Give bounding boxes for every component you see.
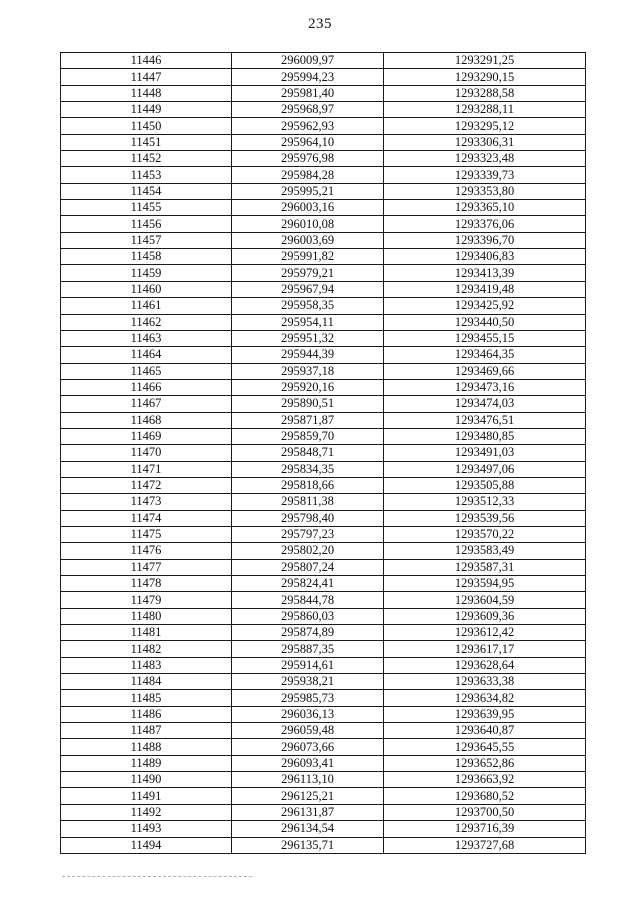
x-coordinate-cell: 296073,66 <box>232 739 384 755</box>
y-coordinate-cell: 1293339,73 <box>384 167 586 183</box>
y-coordinate-cell: 1293609,36 <box>384 608 586 624</box>
table-row <box>61 494 586 510</box>
y-coordinate-cell: 1293505,88 <box>384 477 586 493</box>
x-coordinate-cell: 295860,03 <box>232 608 384 624</box>
x-coordinate-cell: 295985,73 <box>232 690 384 706</box>
y-coordinate-cell: 1293594,95 <box>384 576 586 592</box>
x-coordinate-cell: 295994,23 <box>232 69 384 85</box>
x-coordinate-cell: 296003,69 <box>232 232 384 248</box>
point-number-cell: 11472 <box>61 477 232 493</box>
y-coordinate-cell: 1293512,33 <box>384 494 586 510</box>
x-coordinate-cell: 295962,93 <box>232 118 384 134</box>
table-row <box>61 723 586 739</box>
y-coordinate-cell: 1293700,50 <box>384 804 586 820</box>
point-number-cell: 11492 <box>61 804 232 820</box>
y-coordinate-cell: 1293306,31 <box>384 134 586 150</box>
point-number-cell: 11476 <box>61 543 232 559</box>
table-row <box>61 396 586 412</box>
x-coordinate-cell: 295848,71 <box>232 445 384 461</box>
table-row <box>61 102 586 118</box>
table-row <box>61 772 586 788</box>
table-row <box>61 314 586 330</box>
x-coordinate-cell: 295954,11 <box>232 314 384 330</box>
table-row <box>61 85 586 101</box>
point-number-cell: 11468 <box>61 412 232 428</box>
point-number-cell: 11463 <box>61 330 232 346</box>
table-row <box>61 412 586 428</box>
y-coordinate-cell: 1293628,64 <box>384 657 586 673</box>
point-number-cell: 11454 <box>61 183 232 199</box>
footer-rule <box>62 876 252 877</box>
y-coordinate-cell: 1293480,85 <box>384 428 586 444</box>
table-row <box>61 608 586 624</box>
table-row <box>61 526 586 542</box>
y-coordinate-cell: 1293474,03 <box>384 396 586 412</box>
x-coordinate-cell: 295920,16 <box>232 379 384 395</box>
x-coordinate-cell: 295811,38 <box>232 494 384 510</box>
y-coordinate-cell: 1293587,31 <box>384 559 586 575</box>
table-row <box>61 804 586 820</box>
point-number-cell: 11457 <box>61 232 232 248</box>
x-coordinate-cell: 295874,89 <box>232 625 384 641</box>
table-row <box>61 53 586 69</box>
x-coordinate-cell: 295944,39 <box>232 347 384 363</box>
point-number-cell: 11453 <box>61 167 232 183</box>
x-coordinate-cell: 295807,24 <box>232 559 384 575</box>
x-coordinate-cell: 296135,71 <box>232 837 384 853</box>
table-row <box>61 363 586 379</box>
point-number-cell: 11471 <box>61 461 232 477</box>
x-coordinate-cell: 296003,16 <box>232 200 384 216</box>
y-coordinate-cell: 1293396,70 <box>384 232 586 248</box>
table-row <box>61 690 586 706</box>
x-coordinate-cell: 295824,41 <box>232 576 384 592</box>
x-coordinate-cell: 295984,28 <box>232 167 384 183</box>
x-coordinate-cell: 295890,51 <box>232 396 384 412</box>
point-number-cell: 11461 <box>61 298 232 314</box>
point-number-cell: 11455 <box>61 200 232 216</box>
x-coordinate-cell: 296093,41 <box>232 755 384 771</box>
y-coordinate-cell: 1293365,10 <box>384 200 586 216</box>
table-row <box>61 821 586 837</box>
y-coordinate-cell: 1293464,35 <box>384 347 586 363</box>
table-row <box>61 576 586 592</box>
table-row <box>61 461 586 477</box>
x-coordinate-cell: 295951,32 <box>232 330 384 346</box>
y-coordinate-cell: 1293476,51 <box>384 412 586 428</box>
table-row <box>61 151 586 167</box>
y-coordinate-cell: 1293639,95 <box>384 706 586 722</box>
y-coordinate-cell: 1293583,49 <box>384 543 586 559</box>
table-row <box>61 706 586 722</box>
point-number-cell: 11460 <box>61 281 232 297</box>
point-number-cell: 11494 <box>61 837 232 853</box>
x-coordinate-cell: 295964,10 <box>232 134 384 150</box>
x-coordinate-cell: 295938,21 <box>232 674 384 690</box>
point-number-cell: 11464 <box>61 347 232 363</box>
table-row <box>61 69 586 85</box>
y-coordinate-cell: 1293491,03 <box>384 445 586 461</box>
point-number-cell: 11473 <box>61 494 232 510</box>
table-row <box>61 183 586 199</box>
x-coordinate-cell: 295887,35 <box>232 641 384 657</box>
table-row <box>61 428 586 444</box>
table-row <box>61 167 586 183</box>
x-coordinate-cell: 295914,61 <box>232 657 384 673</box>
x-coordinate-cell: 296134,54 <box>232 821 384 837</box>
x-coordinate-cell: 295991,82 <box>232 249 384 265</box>
point-number-cell: 11448 <box>61 85 232 101</box>
y-coordinate-cell: 1293455,15 <box>384 330 586 346</box>
y-coordinate-cell: 1293440,50 <box>384 314 586 330</box>
y-coordinate-cell: 1293617,17 <box>384 641 586 657</box>
point-number-cell: 11480 <box>61 608 232 624</box>
table-row <box>61 232 586 248</box>
table-row <box>61 592 586 608</box>
point-number-cell: 11482 <box>61 641 232 657</box>
x-coordinate-cell: 295981,40 <box>232 85 384 101</box>
table-row <box>61 510 586 526</box>
y-coordinate-cell: 1293413,39 <box>384 265 586 281</box>
y-coordinate-cell: 1293633,38 <box>384 674 586 690</box>
point-number-cell: 11489 <box>61 755 232 771</box>
table-row <box>61 641 586 657</box>
y-coordinate-cell: 1293652,86 <box>384 755 586 771</box>
y-coordinate-cell: 1293663,92 <box>384 772 586 788</box>
point-number-cell: 11478 <box>61 576 232 592</box>
y-coordinate-cell: 1293539,56 <box>384 510 586 526</box>
y-coordinate-cell: 1293406,83 <box>384 249 586 265</box>
table-row <box>61 559 586 575</box>
y-coordinate-cell: 1293425,92 <box>384 298 586 314</box>
point-number-cell: 11470 <box>61 445 232 461</box>
point-number-cell: 11446 <box>61 53 232 69</box>
point-number-cell: 11475 <box>61 526 232 542</box>
y-coordinate-cell: 1293570,22 <box>384 526 586 542</box>
table-row <box>61 674 586 690</box>
table-row <box>61 625 586 641</box>
y-coordinate-cell: 1293288,58 <box>384 85 586 101</box>
x-coordinate-cell: 296010,08 <box>232 216 384 232</box>
point-number-cell: 11486 <box>61 706 232 722</box>
coordinates-table <box>60 52 586 854</box>
x-coordinate-cell: 295834,35 <box>232 461 384 477</box>
point-number-cell: 11469 <box>61 428 232 444</box>
x-coordinate-cell: 295995,21 <box>232 183 384 199</box>
table-row <box>61 298 586 314</box>
y-coordinate-cell: 1293295,12 <box>384 118 586 134</box>
y-coordinate-cell: 1293680,52 <box>384 788 586 804</box>
table-row <box>61 657 586 673</box>
table-row <box>61 249 586 265</box>
table-row <box>61 445 586 461</box>
x-coordinate-cell: 295798,40 <box>232 510 384 526</box>
point-number-cell: 11479 <box>61 592 232 608</box>
point-number-cell: 11451 <box>61 134 232 150</box>
y-coordinate-cell: 1293640,87 <box>384 723 586 739</box>
table-row <box>61 330 586 346</box>
point-number-cell: 11491 <box>61 788 232 804</box>
y-coordinate-cell: 1293291,25 <box>384 53 586 69</box>
x-coordinate-cell: 295802,20 <box>232 543 384 559</box>
y-coordinate-cell: 1293473,16 <box>384 379 586 395</box>
x-coordinate-cell: 296036,13 <box>232 706 384 722</box>
y-coordinate-cell: 1293604,59 <box>384 592 586 608</box>
x-coordinate-cell: 295844,78 <box>232 592 384 608</box>
point-number-cell: 11477 <box>61 559 232 575</box>
y-coordinate-cell: 1293727,68 <box>384 837 586 853</box>
x-coordinate-cell: 296059,48 <box>232 723 384 739</box>
point-number-cell: 11483 <box>61 657 232 673</box>
point-number-cell: 11466 <box>61 379 232 395</box>
point-number-cell: 11467 <box>61 396 232 412</box>
table-row <box>61 477 586 493</box>
table-row <box>61 134 586 150</box>
x-coordinate-cell: 296009,97 <box>232 53 384 69</box>
y-coordinate-cell: 1293716,39 <box>384 821 586 837</box>
y-coordinate-cell: 1293645,55 <box>384 739 586 755</box>
x-coordinate-cell: 295979,21 <box>232 265 384 281</box>
point-number-cell: 11465 <box>61 363 232 379</box>
point-number-cell: 11462 <box>61 314 232 330</box>
x-coordinate-cell: 296113,10 <box>232 772 384 788</box>
table-row <box>61 543 586 559</box>
point-number-cell: 11487 <box>61 723 232 739</box>
x-coordinate-cell: 295937,18 <box>232 363 384 379</box>
table-row <box>61 200 586 216</box>
y-coordinate-cell: 1293634,82 <box>384 690 586 706</box>
x-coordinate-cell: 295859,70 <box>232 428 384 444</box>
y-coordinate-cell: 1293497,06 <box>384 461 586 477</box>
point-number-cell: 11488 <box>61 739 232 755</box>
table-row <box>61 265 586 281</box>
point-number-cell: 11458 <box>61 249 232 265</box>
point-number-cell: 11490 <box>61 772 232 788</box>
point-number-cell: 11450 <box>61 118 232 134</box>
point-number-cell: 11481 <box>61 625 232 641</box>
x-coordinate-cell: 295797,23 <box>232 526 384 542</box>
point-number-cell: 11459 <box>61 265 232 281</box>
point-number-cell: 11456 <box>61 216 232 232</box>
coordinates-table-body <box>61 53 586 854</box>
x-coordinate-cell: 295967,94 <box>232 281 384 297</box>
point-number-cell: 11447 <box>61 69 232 85</box>
table-row <box>61 739 586 755</box>
point-number-cell: 11485 <box>61 690 232 706</box>
x-coordinate-cell: 295818,66 <box>232 477 384 493</box>
x-coordinate-cell: 295871,87 <box>232 412 384 428</box>
page-number: 235 <box>308 16 332 32</box>
x-coordinate-cell: 295968,97 <box>232 102 384 118</box>
table-row <box>61 837 586 853</box>
table-row <box>61 755 586 771</box>
x-coordinate-cell: 295976,98 <box>232 151 384 167</box>
y-coordinate-cell: 1293323,48 <box>384 151 586 167</box>
y-coordinate-cell: 1293469,66 <box>384 363 586 379</box>
point-number-cell: 11484 <box>61 674 232 690</box>
y-coordinate-cell: 1293290,15 <box>384 69 586 85</box>
y-coordinate-cell: 1293612,42 <box>384 625 586 641</box>
y-coordinate-cell: 1293353,80 <box>384 183 586 199</box>
table-row <box>61 281 586 297</box>
point-number-cell: 11449 <box>61 102 232 118</box>
x-coordinate-cell: 296125,21 <box>232 788 384 804</box>
table-row <box>61 118 586 134</box>
y-coordinate-cell: 1293288,11 <box>384 102 586 118</box>
x-coordinate-cell: 295958,35 <box>232 298 384 314</box>
table-row <box>61 216 586 232</box>
table-row <box>61 347 586 363</box>
table-row <box>61 379 586 395</box>
table-row <box>61 788 586 804</box>
y-coordinate-cell: 1293376,06 <box>384 216 586 232</box>
point-number-cell: 11452 <box>61 151 232 167</box>
point-number-cell: 11493 <box>61 821 232 837</box>
x-coordinate-cell: 296131,87 <box>232 804 384 820</box>
y-coordinate-cell: 1293419,48 <box>384 281 586 297</box>
point-number-cell: 11474 <box>61 510 232 526</box>
